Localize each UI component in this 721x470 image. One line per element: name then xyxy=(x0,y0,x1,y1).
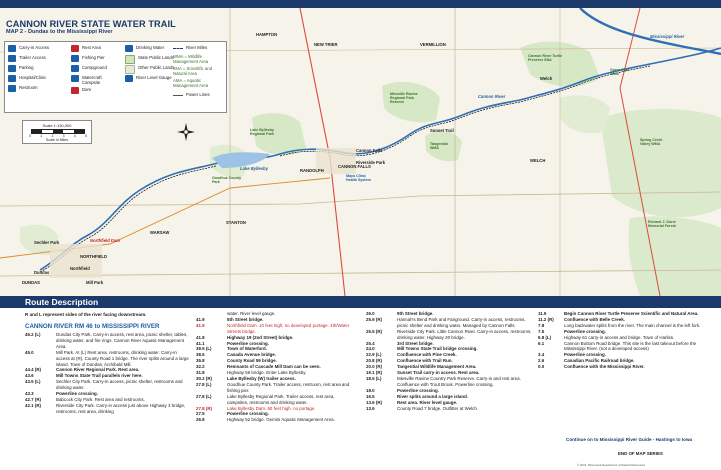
route-entry-text: Highway 61 carry-in access and bridge. Town of Harliss. xyxy=(564,334,675,340)
route-entry-text: Powerline crossing. xyxy=(227,411,269,417)
river-mile: 26.8 xyxy=(196,417,205,423)
parking-icon xyxy=(8,65,16,72)
place-label: Welch xyxy=(540,76,553,81)
route-entry xyxy=(196,323,356,335)
place-label: Sechler Park xyxy=(34,240,60,245)
route-entry-text: water. River level gauge. xyxy=(227,311,276,316)
river-mile: 25.9 (R) xyxy=(366,316,383,322)
route-entry-text: Miesville Ravine Country Park Reserve. Carry-in and rest area. Confluence with Trout Brook. Powerline crossing. xyxy=(397,375,521,387)
route-description-subtitle: CANNON RIVER RM 46 to MISSISSIPPI RIVER xyxy=(25,323,160,330)
route-entry-text: Confluence with Belle Creek. xyxy=(564,316,625,322)
route-entry xyxy=(25,332,190,350)
route-description-title: Route Description xyxy=(25,297,99,307)
route-entry-text: Lake Byllesby Dam. 60 feet high, no portage. xyxy=(227,405,316,411)
river-mile: 18.0 xyxy=(366,387,375,393)
place-label: Northfield Dam xyxy=(90,238,121,243)
place-label: Lake Byllesby xyxy=(240,166,268,171)
river-mile: 38.5 xyxy=(196,352,205,358)
legend-item: Restroom xyxy=(8,85,38,92)
route-entry-text: Mill Park. At (L) Rest area, restrooms, drinking water. Carry-in access at (R). County Road 1 bridge. The river splits around a large island. Town of Dundas, Archibald Mill. xyxy=(56,349,189,367)
route-entry-text: Powerline crossing. xyxy=(227,340,269,346)
route-description-intro: R and L represent sides of the river facing downstream. xyxy=(25,312,147,317)
river-mile: 39.5 (L) xyxy=(196,346,212,352)
place-label: Mississippi River xyxy=(650,34,685,39)
river-mile: 16.5 xyxy=(366,393,375,399)
route-entry-text: Northfield Dam. 10 feet high; no developed portage. 4th/Water Streets bridge. xyxy=(227,322,350,334)
river-mile: 42.1 (R) xyxy=(25,402,42,408)
place-label: Spring Creek Valley WMA xyxy=(640,138,663,146)
map-subtitle: MAP 2 - Dundas to the Mississippi River xyxy=(6,29,113,35)
legend-item: AMA = Aquatic Management Area xyxy=(173,78,209,88)
legend-item: Fishing Pier xyxy=(71,55,105,62)
legend-item: Parking xyxy=(8,65,34,72)
place-label: WARSAW xyxy=(150,230,170,235)
campground-icon xyxy=(71,65,79,72)
place-label: Cannon River xyxy=(478,94,506,99)
legend-item: Carry-in Access xyxy=(8,45,49,52)
river-mile: 20.8 (R) xyxy=(366,358,383,364)
legend-item: Hospital/Clinic xyxy=(8,75,46,82)
route-entry xyxy=(538,364,708,370)
legend-item: Dam xyxy=(71,87,91,94)
river-mile: 11.2 (R) xyxy=(538,316,554,322)
gauge-icon xyxy=(125,75,133,82)
town-area xyxy=(50,244,102,278)
place-label: Gores Pool WMA xyxy=(610,68,630,76)
route-entry xyxy=(196,417,356,423)
place-label: Cannon Falls xyxy=(356,148,383,153)
river-mile: 43.6 xyxy=(25,373,34,379)
place-label: Cannon River Turtle Preserve SNA xyxy=(528,54,563,62)
scale-ratio: Scale 1:130,000 xyxy=(42,123,72,128)
river-mile: 35.8 xyxy=(196,358,205,364)
scale-ticks: 0 1 2 3 4 5 xyxy=(29,134,87,138)
place-label: Miesville Ravine Regional Park Reserve xyxy=(390,92,418,104)
river-mile: 13.6 (R) xyxy=(366,399,383,405)
river-mile: 24.0 xyxy=(366,346,375,352)
water-icon xyxy=(125,45,133,52)
place-label: CANNON FALLS xyxy=(338,164,371,169)
route-entry xyxy=(25,403,190,415)
river-mile: 0.0 xyxy=(538,364,545,370)
river-mile: 7.8 xyxy=(538,322,545,328)
river-mile-icon xyxy=(173,48,183,49)
route-entry-text: Mill Towns State Trail bridge crossing. xyxy=(397,346,478,352)
route-entry-text: River splits around a large island. xyxy=(397,393,469,399)
legend-item: Trailer Access xyxy=(8,55,46,62)
river-mile: 27.5 xyxy=(196,411,205,417)
header-band xyxy=(0,0,721,8)
river-mile: 6.8 (L) xyxy=(538,334,552,340)
route-entry-text: Riverside City Park. Little Cannon River. Carry-in access, restrooms, drinking water. Highway 20 bridge. xyxy=(397,328,532,340)
map-legend xyxy=(4,41,227,113)
river-mile: 42.7 (R) xyxy=(25,396,42,402)
route-entry-text: Powerline crossing. xyxy=(56,391,98,397)
river-mile: 44.4 (R) xyxy=(25,367,42,373)
route-entry-text: Lake Byllesby Regional Park. Trailer access, rest area, campsites, restrooms and drinking water. xyxy=(227,393,335,405)
powerline-icon xyxy=(173,95,183,96)
route-entry xyxy=(366,406,534,412)
route-column xyxy=(196,311,356,423)
legend-item: WMA = Wildlife Management Area xyxy=(173,54,209,64)
route-entry-text: Mill Towns State Trail parallels river here. xyxy=(56,373,143,379)
route-entry-text: County Road 7 bridge. Outfitter at Welch. xyxy=(397,405,479,411)
river-mile: 7.5 xyxy=(538,328,545,334)
route-entry-text: Babcock City Park. Rest area and restrooms. xyxy=(56,396,145,402)
route-entry-text: Rest area. River level gauge. xyxy=(397,399,458,405)
place-label: WELCH xyxy=(530,158,546,163)
route-entry-text: Canadian Pacific Railroad bridge. xyxy=(564,358,635,364)
legend-item: Other Public Lands xyxy=(125,65,175,74)
river-mile: 32.2 xyxy=(196,364,205,370)
route-entry-text: Powerline crossing. xyxy=(564,352,606,358)
river-mile: 45.0 xyxy=(25,349,34,355)
copyright: © 2021, Minnesota Department of Natural Resources xyxy=(577,463,646,467)
scale-bar xyxy=(22,120,92,144)
place-label: Tangential WMA xyxy=(430,142,448,150)
route-entry-text: Sechler City Park. Carry-in access, picnic shelter, restrooms and drinking water. xyxy=(56,379,183,391)
river-mile: 13.6 xyxy=(366,405,375,411)
swatch-icon xyxy=(125,65,135,74)
hospital-icon xyxy=(8,75,16,82)
route-entry-text: 5th Street bridge. xyxy=(227,316,264,322)
route-entry-text: County Road 59 bridge. xyxy=(227,358,277,364)
route-entry-text: Cannon Bottom Road bridge. This site is the last takeout before the Mississippi River. (not a developed access) xyxy=(564,340,697,352)
river-mile: 30.2 (R) xyxy=(196,375,213,381)
route-description-banner xyxy=(0,296,721,308)
river-mile: 20.0 (R) xyxy=(366,364,383,370)
river-mile: 18.5 (L) xyxy=(366,375,382,381)
route-entry-text: 3rd Street bridge. xyxy=(397,340,434,346)
route-entry xyxy=(366,317,534,329)
map-title: CANNON RIVER STATE WATER TRAIL xyxy=(6,19,176,29)
place-label: Goodhue County Park xyxy=(212,176,242,184)
place-label: VERMILLION xyxy=(420,42,446,47)
legend-item: Drinking Water xyxy=(125,45,164,52)
place-label: Mill Park xyxy=(86,280,104,285)
river-mile: 25.4 xyxy=(366,340,375,346)
river-mile: 27.8 (L) xyxy=(196,393,212,399)
river-mile: 41.1 xyxy=(196,340,205,346)
river-mile: 27.8 (R) xyxy=(196,405,213,411)
route-entry xyxy=(366,376,534,388)
rest-area-icon xyxy=(71,45,79,52)
route-entry-text: Confluence with Pine Creek. xyxy=(397,352,457,358)
place-label: Sunset Trail xyxy=(430,128,454,133)
place-label: Dundas xyxy=(34,270,50,275)
river-mile: 41.8 xyxy=(196,334,205,340)
route-entry-text: Powerline crossing. xyxy=(397,387,439,393)
route-entry-text: Dundas City Park. Carry-in access, rest area, picnic shelter, tables, drinking water, and fire rings. Cannon River Aquatic Management Area. xyxy=(56,332,188,349)
continue-note: Continue on to Mississippi River Guide - Hastings to Iowa xyxy=(566,437,693,442)
route-entry-text: Confluence with the Mississippi River. xyxy=(564,364,645,370)
public-land xyxy=(628,216,721,296)
place-label: NORTHFIELD xyxy=(80,254,107,259)
river-mile: 27.8 (L) xyxy=(196,381,212,387)
river-mile: 11.5 xyxy=(538,311,547,316)
river-mile: 43.3 xyxy=(25,391,34,397)
map-area[interactable] xyxy=(0,8,721,296)
river-mile: 26.0 xyxy=(366,311,375,316)
place-label: Northfield xyxy=(70,266,90,271)
route-entry-text: Town of Waterford. xyxy=(227,346,267,352)
place-label: HAMPTON xyxy=(256,32,278,37)
legend-item: Rest Area xyxy=(71,45,101,52)
route-entry xyxy=(366,329,534,341)
restroom-icon xyxy=(8,85,16,92)
river-mile: 41.9 xyxy=(196,316,205,322)
legend-item: State Public Lands xyxy=(125,55,174,64)
place-label: Lake Byllesby Regional Park xyxy=(250,128,274,136)
river-mile: 19.1 (R) xyxy=(366,370,383,376)
tent-icon xyxy=(71,75,79,82)
river-mile: 41.9 xyxy=(196,322,205,328)
route-entry-text: Long backwater splits from the river. The main channel is the left fork. xyxy=(564,322,701,328)
route-entry-text: Begin Cannon River Turtle Preserve Scientific and Natural Area. xyxy=(564,311,699,316)
legend-item: SNA = Scientific and Natural Area xyxy=(173,66,213,76)
route-entry-text: Lake Byllesby (W) trailer access. xyxy=(227,375,296,381)
scale-unit: Scale in Miles xyxy=(45,138,69,142)
route-entry xyxy=(196,394,356,406)
end-note: END OF MAP SERIES xyxy=(618,451,663,456)
river-mile: 31.8 xyxy=(196,370,205,376)
swatch-icon xyxy=(125,55,135,64)
legend-item: River Miles xyxy=(173,45,207,50)
river-mile: 45.2 (L) xyxy=(25,332,41,337)
trailer-icon xyxy=(8,55,16,62)
place-label: Richard J. Dorer Memorial Forest xyxy=(648,220,676,228)
route-entry xyxy=(25,379,190,391)
dam-icon xyxy=(71,87,79,94)
route-entry-text: Highway 52 bridge. Gemini Aquatic Management Area. xyxy=(227,417,335,423)
route-entry-text: Canada Avenue bridge. xyxy=(227,352,276,358)
route-entry-text: Cannon River Regional Park. Rest area. xyxy=(56,367,140,373)
route-entry-text: Confluence with Trail Run. xyxy=(397,358,453,364)
route-entry-text: Tangential Wildlife Management Area. xyxy=(397,364,477,370)
place-label: Mayo Clinic Health System xyxy=(346,174,371,182)
route-entry-text: Powerline crossing. xyxy=(564,328,606,334)
river-mile: 22.9 (L) xyxy=(366,352,382,358)
route-entry-text: 9th Street bridge. xyxy=(397,311,434,316)
route-entry-text: Sunset Trail carry-in access. Rest area. xyxy=(397,370,480,376)
place-label: Riverside Park xyxy=(356,160,386,165)
route-column xyxy=(366,311,534,411)
river-mile: 3.4 xyxy=(538,352,545,358)
route-column xyxy=(538,311,708,370)
route-entry-text: Highway 56 bridge. Enter Lake Byllesby. xyxy=(227,370,307,376)
canoe-icon xyxy=(8,45,16,52)
river-mile: 43.5 (L) xyxy=(25,379,41,385)
fishing-icon xyxy=(71,55,79,62)
route-entry-text: Hannah's Bend Park and Fairground. Carry-in access, restrooms, picnic shelter and drinking water. Managed by Cannon Falls. xyxy=(397,316,526,328)
river-mile: 6.1 xyxy=(538,340,545,346)
legend-item: Campground xyxy=(71,65,107,72)
legend-item: Watercraft Campsite xyxy=(71,75,102,85)
legend-item: Power Lines xyxy=(173,92,210,97)
route-entry-text: Remnants of Cascade Mill Dam can be seen. xyxy=(227,364,321,370)
route-entry xyxy=(25,350,190,368)
route-entry xyxy=(196,382,356,394)
river-mile: 2.6 xyxy=(538,358,545,364)
route-entry xyxy=(538,341,708,353)
place-label: RANDOLPH xyxy=(300,168,324,173)
route-entry-text: Highway 19 (2nd Street) bridge. xyxy=(227,334,294,340)
river-mile: 25.5 (R) xyxy=(366,328,383,334)
route-entry-text: Riverside City Park. Carry-in access just above Highway 3 bridge, restrooms, rest area, drinking xyxy=(56,402,186,414)
place-label: DUNDAS xyxy=(22,280,40,285)
place-label: NEW TRIER xyxy=(314,42,338,47)
route-entry-text: Goodhue County Park. Trailer access, restroom, rest area and fishing pier. xyxy=(227,381,350,393)
north-arrow-icon xyxy=(176,122,196,142)
place-label: STANTON xyxy=(226,220,246,225)
route-column xyxy=(25,332,190,415)
legend-item: River Level Gauge xyxy=(125,75,172,82)
